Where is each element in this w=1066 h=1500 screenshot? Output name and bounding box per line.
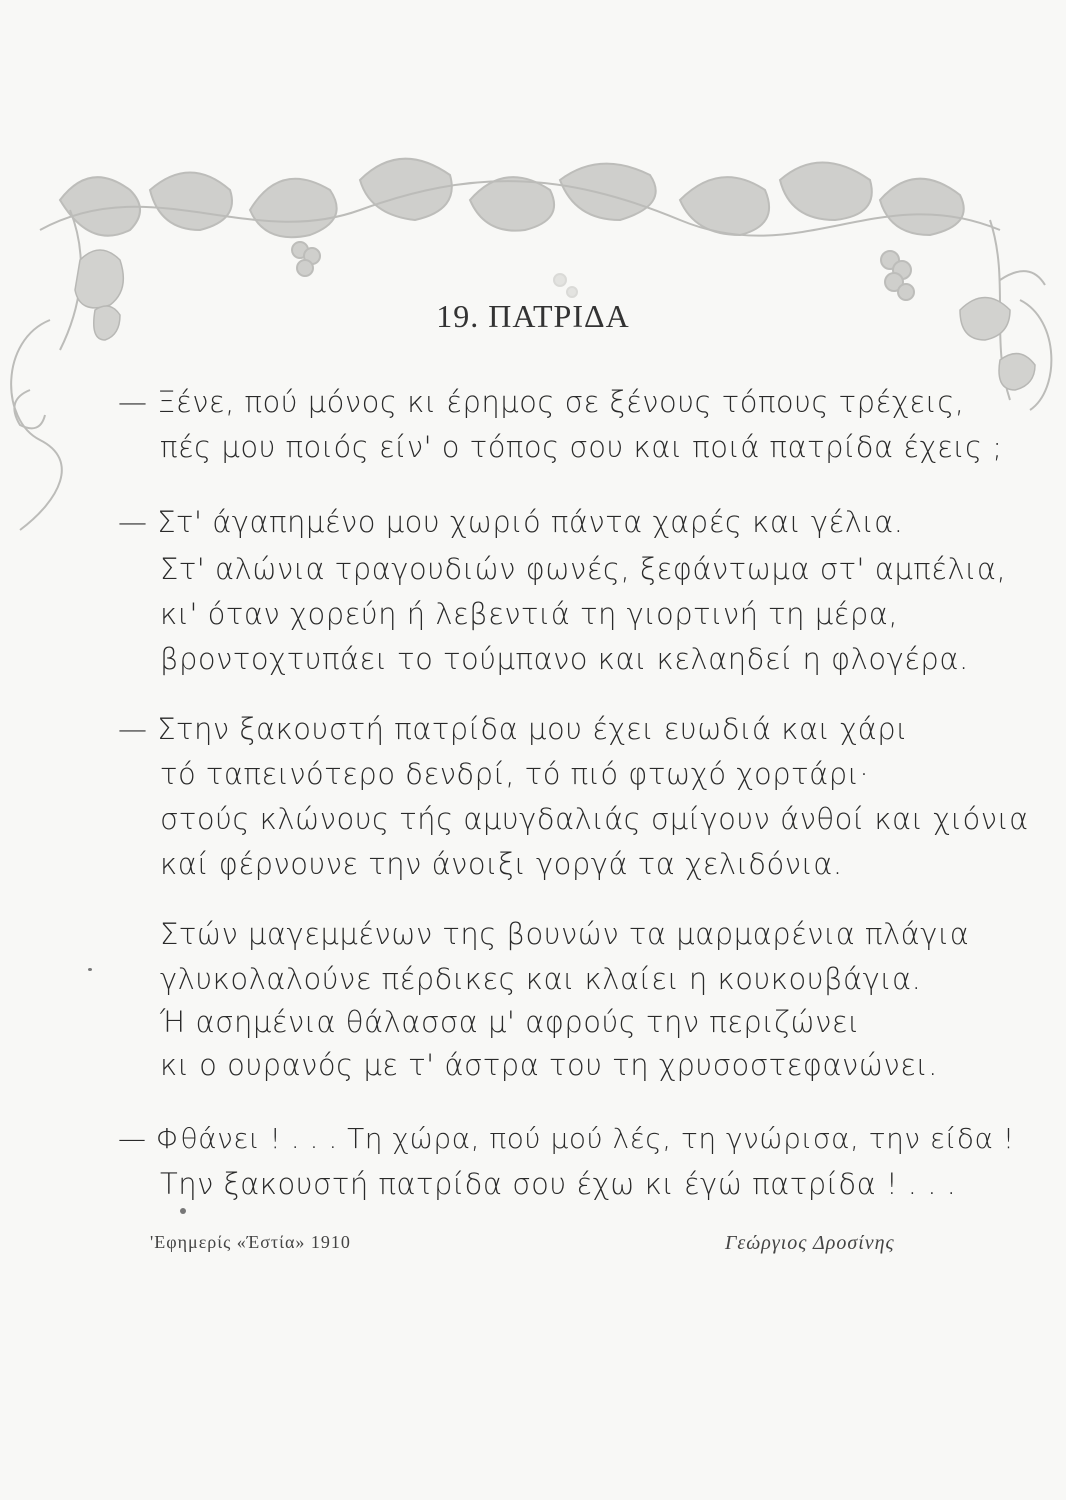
poem-line: Στών μαγεμμένων της βουνών τα μαρμαρένια πλάγια — [160, 917, 970, 951]
poem-line: καί φέρνουνε την άνοιξι γοργά τα χελιδόνια. — [160, 847, 843, 881]
poem-line: Την ξακουστή πατρίδα σου έχω κι έγώ πατρίδα ! . . . — [160, 1167, 957, 1201]
poem-line: κι ο ουρανός με τ' άστρα του τη χρυσοστεφανώνει. — [160, 1048, 938, 1082]
source-citation: 'Εφημερίς «Έστία» 1910 — [150, 1232, 351, 1252]
poem-line: Στ' αλώνια τραγουδιών φωνές, ξεφάντωμα στ' αμπέλια, — [160, 552, 1007, 586]
poem-line: — Ξένε, πού μόνος κι έρημος σε ξένους τόπους τρέχεις, — [118, 385, 965, 419]
poem-line: πές μου ποιός είν' ο τόπος σου και ποιά πατρίδα έχεις ; — [160, 430, 1003, 464]
poem-line: — Φθάνει ! . . . Τη χώρα, πού μού λές, τη γνώρισα, την είδα ! — [118, 1122, 1015, 1155]
ink-speck — [180, 1208, 186, 1214]
ink-speck — [88, 968, 92, 971]
poem-line: — Στ' άγαπημένο μου χωριό πάντα χαρές και γέλια. — [118, 505, 904, 539]
poem-line: κι' όταν χορεύη ή λεβεντιά τη γιορτινή τη μέρα, — [160, 597, 899, 631]
poem-line: Ή ασημένια θάλασσα μ' αφρούς την περιζώνει — [160, 1005, 860, 1039]
author-signature: Γεώργιος Δροσίνης — [725, 1232, 895, 1254]
poem-line: τό ταπεινότερο δενδρί, τό πιό φτωχό χορτάρι· — [160, 757, 870, 791]
poem-line: στούς κλώνους τής αμυγδαλιάς σμίγουν άνθοί και χιόνια — [160, 802, 1029, 836]
poem-title: 19. ΠΑΤΡΙΔΑ — [436, 298, 630, 334]
poem-line: βροντοχτυπάει το τούμπανο και κελαηδεί η φλογέρα. — [160, 642, 969, 676]
poem-line: γλυκολαλούνε πέρδικες και κλαίει η κουκουβάγια. — [160, 962, 922, 996]
poem-line: — Στην ξακουστή πατρίδα μου έχει ευωδιά και χάρι — [118, 712, 908, 746]
